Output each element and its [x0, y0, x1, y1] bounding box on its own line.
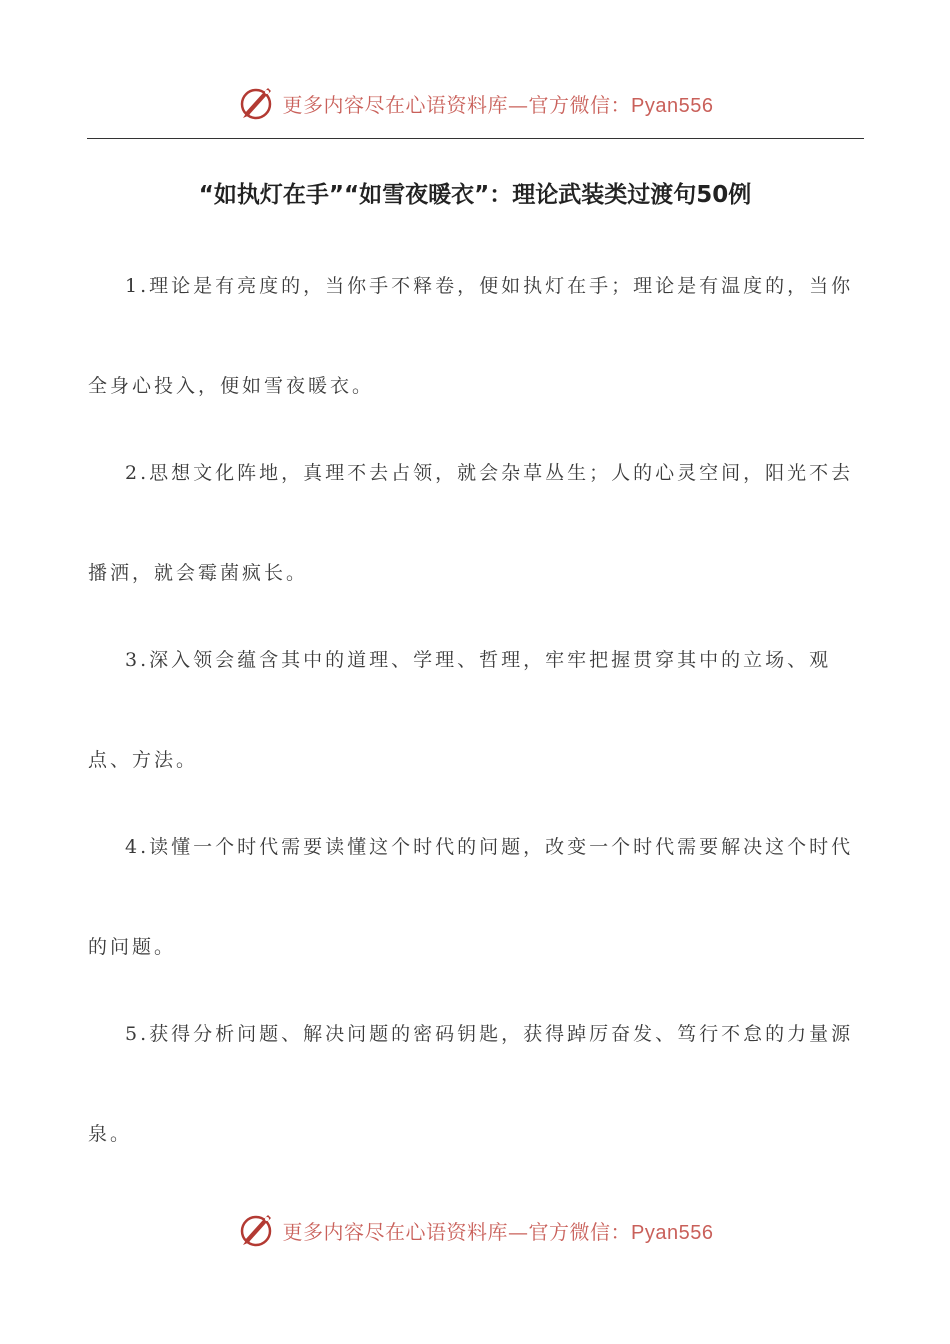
- paragraph-4: 4.读懂一个时代需要读懂这个时代的问题，改变一个时代需要解决这个时代的问题。: [88, 836, 854, 958]
- pen-logo-icon: [237, 83, 277, 123]
- page-title: “如执灯在手”“如雪夜暖衣”：理论武装类过渡句50例: [198, 182, 752, 208]
- header-banner: [0, 81, 950, 125]
- footer-banner: [0, 1208, 950, 1252]
- paragraph-2: 2.思想文化阵地，真理不去占领，就会杂草丛生；人的心灵空间，阳光不去播洒，就会霉菌疯长。: [88, 462, 854, 584]
- header-wechat-id: Pyan556: [631, 94, 714, 117]
- pen-logo-icon: [237, 1210, 277, 1250]
- header-banner-text: 更多内容尽在心语资料库—官方微信：Pyan556: [282, 92, 714, 117]
- header-divider: [87, 138, 864, 139]
- paragraph-1: 1.理论是有亮度的，当你手不释卷，便如执灯在手；理论是有温度的，当你全身心投入，便如雪夜暖衣。: [88, 275, 854, 397]
- footer-banner-text: 更多内容尽在心语资料库—官方微信：Pyan556: [282, 1219, 714, 1244]
- paragraph-5: 5.获得分析问题、解决问题的密码钥匙，获得踔厉奋发、笃行不怠的力量源泉。: [88, 1023, 854, 1145]
- paragraph-3: 3.深入领会蕴含其中的道理、学理、哲理，牢牢把握贯穿其中的立场、观点、方法。: [88, 649, 832, 771]
- footer-wechat-id: Pyan556: [631, 1221, 714, 1244]
